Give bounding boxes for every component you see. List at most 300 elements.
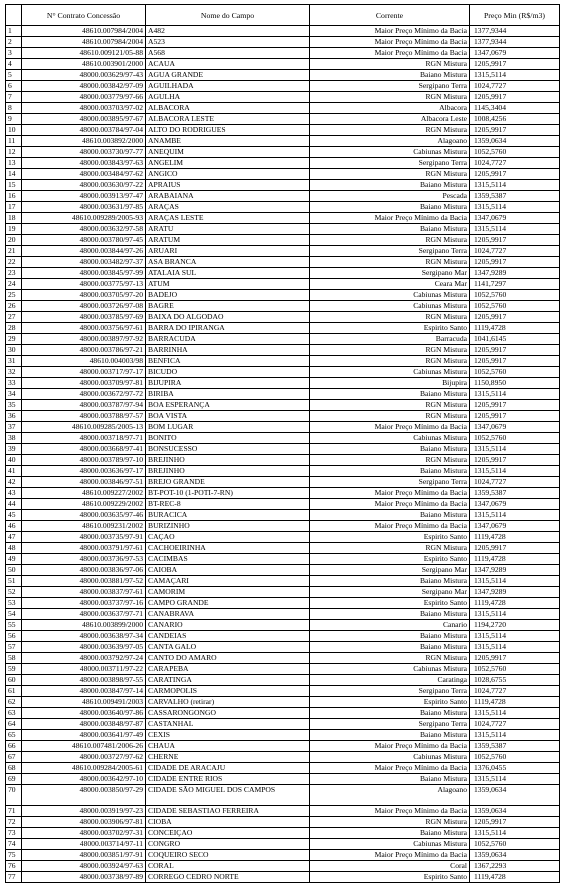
row-number: 72 (6, 817, 22, 828)
field-name: A482 (146, 26, 310, 37)
table-row (6, 763, 560, 774)
table-row (6, 334, 560, 345)
min-price: 1205,9917 (470, 257, 560, 268)
stream-name: Baiano Mistura (310, 708, 470, 719)
row-number: 43 (6, 488, 22, 499)
field-name: CASTANHAL (146, 719, 310, 730)
contract-number: 48000.003785/97-69 (22, 312, 146, 323)
row-number: 2 (6, 37, 22, 48)
stream-name: Sergipano Mar (310, 565, 470, 576)
stream-name: Baiano Mistura (310, 642, 470, 653)
min-price: 1052,5760 (470, 367, 560, 378)
min-price: 1315,5114 (470, 774, 560, 785)
field-name: CEXIS (146, 730, 310, 741)
row-number: 3 (6, 48, 22, 59)
contract-number: 48000.003836/97-06 (22, 565, 146, 576)
row-number: 10 (6, 125, 22, 136)
field-name: CIDADE SEBASTIAO FERREIRA (146, 806, 310, 817)
row-number: 56 (6, 631, 22, 642)
table-row (6, 114, 560, 125)
row-number: 5 (6, 70, 22, 81)
contract-number: 48610.009231/2002 (22, 521, 146, 532)
contract-number: 48000.003784/97-04 (22, 125, 146, 136)
min-price: 1205,9917 (470, 411, 560, 422)
contract-number: 48000.003484/97-62 (22, 169, 146, 180)
stream-name: Cabiunas Mistura (310, 433, 470, 444)
row-number: 71 (6, 806, 22, 817)
row-number: 49 (6, 554, 22, 565)
min-price: 1359,5387 (470, 191, 560, 202)
contract-number: 48610.003892/2000 (22, 136, 146, 147)
stream-name: Caratinga (310, 675, 470, 686)
field-name: ATALAIA SUL (146, 268, 310, 279)
table-row (6, 411, 560, 422)
table-row (6, 422, 560, 433)
field-name: CAMORIM (146, 587, 310, 598)
min-price: 1024,7727 (470, 81, 560, 92)
row-number: 54 (6, 609, 22, 620)
table-body (6, 26, 560, 883)
row-number: 50 (6, 565, 22, 576)
contract-number: 48610.007481/2006-26 (22, 741, 146, 752)
contract-number: 48000.003482/97-37 (22, 257, 146, 268)
contract-number: 48000.003847/97-14 (22, 686, 146, 697)
row-number: 32 (6, 367, 22, 378)
contract-number: 48000.003639/97-05 (22, 642, 146, 653)
contract-number: 48000.003711/97-22 (22, 664, 146, 675)
row-number: 75 (6, 850, 22, 861)
row-number: 62 (6, 697, 22, 708)
contract-number: 48610.009229/2002 (22, 499, 146, 510)
stream-name: Albacora Leste (310, 114, 470, 125)
field-name: BOA ESPERANÇA (146, 400, 310, 411)
table-row (6, 301, 560, 312)
contract-number: 48000.003730/97-77 (22, 147, 146, 158)
row-number: 17 (6, 202, 22, 213)
contract-number: 48610.004003/98 (22, 356, 146, 367)
field-name: BIJUPIRA (146, 378, 310, 389)
contract-number: 48000.003642/97-10 (22, 774, 146, 785)
row-number: 13 (6, 158, 22, 169)
min-price: 1150,8950 (470, 378, 560, 389)
field-name: BICUDO (146, 367, 310, 378)
table-row (6, 839, 560, 850)
contract-number: 48610.009289/2005-93 (22, 213, 146, 224)
stream-name: RGN Mistura (310, 345, 470, 356)
field-name: ARATU (146, 224, 310, 235)
field-name: ATUM (146, 279, 310, 290)
row-number: 61 (6, 686, 22, 697)
table-row (6, 169, 560, 180)
stream-name: RGN Mistura (310, 312, 470, 323)
field-name: ALBACORA LESTE (146, 114, 310, 125)
field-name: CANABRAVA (146, 609, 310, 620)
header-corrente: Corrente (310, 5, 470, 26)
row-number: 42 (6, 477, 22, 488)
table-row (6, 158, 560, 169)
table-row (6, 367, 560, 378)
table-row (6, 389, 560, 400)
table-row (6, 323, 560, 334)
table-row (6, 730, 560, 741)
row-number: 73 (6, 828, 22, 839)
table-row (6, 488, 560, 499)
contract-number: 48000.003636/97-17 (22, 466, 146, 477)
stream-name: Baiano Mistura (310, 828, 470, 839)
contract-number: 48000.003788/97-57 (22, 411, 146, 422)
row-number: 16 (6, 191, 22, 202)
table-row (6, 290, 560, 301)
field-name: BARRA DO IPIRANGA (146, 323, 310, 334)
field-name: ALTO DO RODRIGUES (146, 125, 310, 136)
field-name: CONCEIÇAO (146, 828, 310, 839)
stream-name: Albacora (310, 103, 470, 114)
stream-name: Sergipano Mar (310, 587, 470, 598)
stream-name: Ceara Mar (310, 279, 470, 290)
min-price: 1145,3404 (470, 103, 560, 114)
min-price: 1359,0634 (470, 785, 560, 806)
stream-name: Maior Preço Mínimo da Bacia (310, 488, 470, 499)
table-row (6, 587, 560, 598)
table-row (6, 872, 560, 883)
contract-number: 48000.003845/97-99 (22, 268, 146, 279)
field-name: CIDADE DE ARACAJU (146, 763, 310, 774)
min-price: 1052,5760 (470, 147, 560, 158)
min-price: 1315,5114 (470, 631, 560, 642)
row-number: 47 (6, 532, 22, 543)
stream-name: Cabiunas Mistura (310, 367, 470, 378)
table-row (6, 609, 560, 620)
contract-number: 48610.007984/2004 (22, 26, 146, 37)
header-campo: Nome do Campo (146, 5, 310, 26)
contract-number: 48000.003837/97-61 (22, 587, 146, 598)
table-row (6, 279, 560, 290)
header-preco: Preço Min (R$/m3) (470, 5, 560, 26)
field-name: BT-POT-10 (1-POTI-7-RN) (146, 488, 310, 499)
contract-number: 48000.003709/97-81 (22, 378, 146, 389)
field-name: BOM LUGAR (146, 422, 310, 433)
min-price: 1347,0679 (470, 48, 560, 59)
contract-number: 48000.003718/97-71 (22, 433, 146, 444)
table-row (6, 806, 560, 817)
contract-number: 48000.003630/97-22 (22, 180, 146, 191)
stream-name: Baiano Mistura (310, 730, 470, 741)
table-row (6, 444, 560, 455)
stream-name: RGN Mistura (310, 543, 470, 554)
table-row (6, 598, 560, 609)
field-name: CAIOBA (146, 565, 310, 576)
field-name: CARMOPOLIS (146, 686, 310, 697)
table-row (6, 499, 560, 510)
min-price: 1052,5760 (470, 752, 560, 763)
min-price: 1141,7297 (470, 279, 560, 290)
table-row (6, 675, 560, 686)
field-name: CANARIO (146, 620, 310, 631)
field-name: BREJINHO (146, 466, 310, 477)
contract-number: 48610.003899/2000 (22, 620, 146, 631)
stream-name: Baiano Mistura (310, 389, 470, 400)
min-price: 1359,5387 (470, 741, 560, 752)
min-price: 1347,0679 (470, 521, 560, 532)
table-row (6, 455, 560, 466)
table-row (6, 92, 560, 103)
stream-name: Baiano Mistura (310, 202, 470, 213)
row-number: 14 (6, 169, 22, 180)
field-name: AGULHA (146, 92, 310, 103)
contract-number: 48000.003632/97-58 (22, 224, 146, 235)
field-name: A523 (146, 37, 310, 48)
row-number: 76 (6, 861, 22, 872)
stream-name: RGN Mistura (310, 257, 470, 268)
stream-name: Maior Preço Mínimo da Bacia (310, 850, 470, 861)
row-number: 12 (6, 147, 22, 158)
min-price: 1315,5114 (470, 708, 560, 719)
row-number: 44 (6, 499, 22, 510)
row-number: 60 (6, 675, 22, 686)
min-price: 1205,9917 (470, 400, 560, 411)
stream-name: RGN Mistura (310, 125, 470, 136)
contract-number: 48000.003726/97-08 (22, 301, 146, 312)
stream-name: Baiano Mistura (310, 576, 470, 587)
row-number: 22 (6, 257, 22, 268)
contract-number: 48000.003714/97-11 (22, 839, 146, 850)
table-row (6, 631, 560, 642)
row-number: 23 (6, 268, 22, 279)
stream-name: Baiano Mistura (310, 609, 470, 620)
table-row (6, 521, 560, 532)
min-price: 1359,0634 (470, 806, 560, 817)
min-price: 1205,9917 (470, 653, 560, 664)
stream-name: Barracuda (310, 334, 470, 345)
min-price: 1315,5114 (470, 444, 560, 455)
min-price: 1347,0679 (470, 422, 560, 433)
row-number: 41 (6, 466, 22, 477)
table-row (6, 81, 560, 92)
stream-name: Baiano Mistura (310, 774, 470, 785)
stream-name: RGN Mistura (310, 455, 470, 466)
contract-number: 48610.003901/2000 (22, 59, 146, 70)
row-number: 15 (6, 180, 22, 191)
min-price: 1315,5114 (470, 224, 560, 235)
table-row (6, 510, 560, 521)
contract-number: 48000.003672/97-72 (22, 389, 146, 400)
field-name: CANTA GALO (146, 642, 310, 653)
row-number: 30 (6, 345, 22, 356)
row-number: 46 (6, 521, 22, 532)
row-number: 57 (6, 642, 22, 653)
row-number: 65 (6, 730, 22, 741)
row-number: 26 (6, 301, 22, 312)
table-row (6, 719, 560, 730)
row-number: 55 (6, 620, 22, 631)
field-name: APRAIUS (146, 180, 310, 191)
table-row (6, 642, 560, 653)
field-name: CARATINGA (146, 675, 310, 686)
min-price: 1315,5114 (470, 389, 560, 400)
stream-name: Cabiunas Mistura (310, 752, 470, 763)
row-number: 40 (6, 455, 22, 466)
row-number: 31 (6, 356, 22, 367)
contract-number: 48000.003640/97-86 (22, 708, 146, 719)
contract-number: 48000.003881/97-52 (22, 576, 146, 587)
min-price: 1315,5114 (470, 642, 560, 653)
contract-number: 48000.003792/97-24 (22, 653, 146, 664)
contract-number: 48000.003641/97-49 (22, 730, 146, 741)
stream-name: Sergipano Terra (310, 81, 470, 92)
stream-name: Pescada (310, 191, 470, 202)
stream-name: Sergipano Mar (310, 268, 470, 279)
row-number: 52 (6, 587, 22, 598)
contract-number: 48000.003848/97-87 (22, 719, 146, 730)
contract-number: 48000.003924/97-63 (22, 861, 146, 872)
stream-name: Maior Preço Mínimo da Bacia (310, 741, 470, 752)
stream-name: Baiano Mistura (310, 510, 470, 521)
field-name: ASA BRANCA (146, 257, 310, 268)
row-number: 64 (6, 719, 22, 730)
field-name: BREJINHO (146, 455, 310, 466)
field-name: ARUARI (146, 246, 310, 257)
stream-name: Espirito Santo (310, 554, 470, 565)
row-number: 8 (6, 103, 22, 114)
contract-number: 48610.009227/2002 (22, 488, 146, 499)
contract-number: 48610.009491/2003 (22, 697, 146, 708)
min-price: 1359,0634 (470, 136, 560, 147)
table-row (6, 664, 560, 675)
concession-price-table (5, 4, 560, 883)
table-row (6, 125, 560, 136)
contract-number: 48610.007984/2004 (22, 37, 146, 48)
contract-number: 48000.003631/97-85 (22, 202, 146, 213)
min-price: 1205,9917 (470, 455, 560, 466)
min-price: 1205,9917 (470, 169, 560, 180)
table-row (6, 565, 560, 576)
min-price: 1347,9289 (470, 565, 560, 576)
row-number: 27 (6, 312, 22, 323)
stream-name: RGN Mistura (310, 59, 470, 70)
table-row (6, 26, 560, 37)
contract-number: 48000.003787/97-94 (22, 400, 146, 411)
row-number: 33 (6, 378, 22, 389)
min-price: 1347,0679 (470, 499, 560, 510)
stream-name: Alagoano (310, 785, 470, 806)
table-row (6, 103, 560, 114)
stream-name: Maior Preço Mínimo da Bacia (310, 806, 470, 817)
contract-number: 48000.003668/97-41 (22, 444, 146, 455)
table-row (6, 774, 560, 785)
field-name: BREJO GRANDE (146, 477, 310, 488)
row-number: 48 (6, 543, 22, 554)
min-price: 1315,5114 (470, 202, 560, 213)
table-row (6, 850, 560, 861)
field-name: BONITO (146, 433, 310, 444)
field-name: CHERNE (146, 752, 310, 763)
row-number: 4 (6, 59, 22, 70)
contract-number: 48000.003786/97-21 (22, 345, 146, 356)
table-row (6, 752, 560, 763)
min-price: 1119,4728 (470, 598, 560, 609)
row-number: 18 (6, 213, 22, 224)
row-number: 35 (6, 400, 22, 411)
stream-name: RGN Mistura (310, 356, 470, 367)
min-price: 1376,0455 (470, 763, 560, 774)
stream-name: Maior Preço Mínimo da Bacia (310, 26, 470, 37)
table-row (6, 202, 560, 213)
table-row (6, 433, 560, 444)
stream-name: Coral (310, 861, 470, 872)
min-price: 1205,9917 (470, 92, 560, 103)
min-price: 1315,5114 (470, 180, 560, 191)
row-number: 36 (6, 411, 22, 422)
row-number: 11 (6, 136, 22, 147)
field-name: ARAÇAS LESTE (146, 213, 310, 224)
field-name: CANTO DO AMARO (146, 653, 310, 664)
row-number: 63 (6, 708, 22, 719)
min-price: 1315,5114 (470, 730, 560, 741)
min-price: 1024,7727 (470, 246, 560, 257)
field-name: CIOBA (146, 817, 310, 828)
contract-number: 48000.003844/97-26 (22, 246, 146, 257)
field-name: BOA VISTA (146, 411, 310, 422)
row-number: 45 (6, 510, 22, 521)
field-name: CORAL (146, 861, 310, 872)
stream-name: Espirito Santo (310, 598, 470, 609)
field-name: BT-REC-8 (146, 499, 310, 510)
contract-number: 48000.003727/97-62 (22, 752, 146, 763)
stream-name: Cabiunas Mistura (310, 147, 470, 158)
field-name: CARVALHO (retirar) (146, 697, 310, 708)
table-row (6, 861, 560, 872)
min-price: 1119,4728 (470, 872, 560, 883)
stream-name: RGN Mistura (310, 817, 470, 828)
header-num (6, 5, 22, 26)
row-number: 53 (6, 598, 22, 609)
min-price: 1205,9917 (470, 125, 560, 136)
table-row (6, 477, 560, 488)
field-name: ALBACORA (146, 103, 310, 114)
row-number: 29 (6, 334, 22, 345)
min-price: 1205,9917 (470, 312, 560, 323)
min-price: 1205,9917 (470, 817, 560, 828)
stream-name: RGN Mistura (310, 653, 470, 664)
stream-name: Baiano Mistura (310, 70, 470, 81)
table-row (6, 785, 560, 806)
field-name: CAMPO GRANDE (146, 598, 310, 609)
table-row (6, 59, 560, 70)
min-price: 1052,5760 (470, 301, 560, 312)
field-name: CANDEIAS (146, 631, 310, 642)
row-number: 21 (6, 246, 22, 257)
stream-name: Cabiunas Mistura (310, 301, 470, 312)
field-name: BONSUCESSO (146, 444, 310, 455)
min-price: 1008,4256 (470, 114, 560, 125)
field-name: CIDADE SÃO MIGUEL DOS CAMPOS (146, 785, 310, 806)
stream-name: Cabiunas Mistura (310, 664, 470, 675)
contract-number: 48000.003898/97-55 (22, 675, 146, 686)
min-price: 1359,5387 (470, 488, 560, 499)
stream-name: RGN Mistura (310, 169, 470, 180)
min-price: 1315,5114 (470, 576, 560, 587)
contract-number: 48000.003842/97-09 (22, 81, 146, 92)
field-name: BARRINHA (146, 345, 310, 356)
table-row (6, 213, 560, 224)
stream-name: RGN Mistura (310, 92, 470, 103)
stream-name: Maior Preço Mínimo da Bacia (310, 37, 470, 48)
field-name: BURIZINHO (146, 521, 310, 532)
min-price: 1024,7727 (470, 686, 560, 697)
row-number: 20 (6, 235, 22, 246)
contract-number: 48000.003919/97-23 (22, 806, 146, 817)
min-price: 1377,9344 (470, 37, 560, 48)
